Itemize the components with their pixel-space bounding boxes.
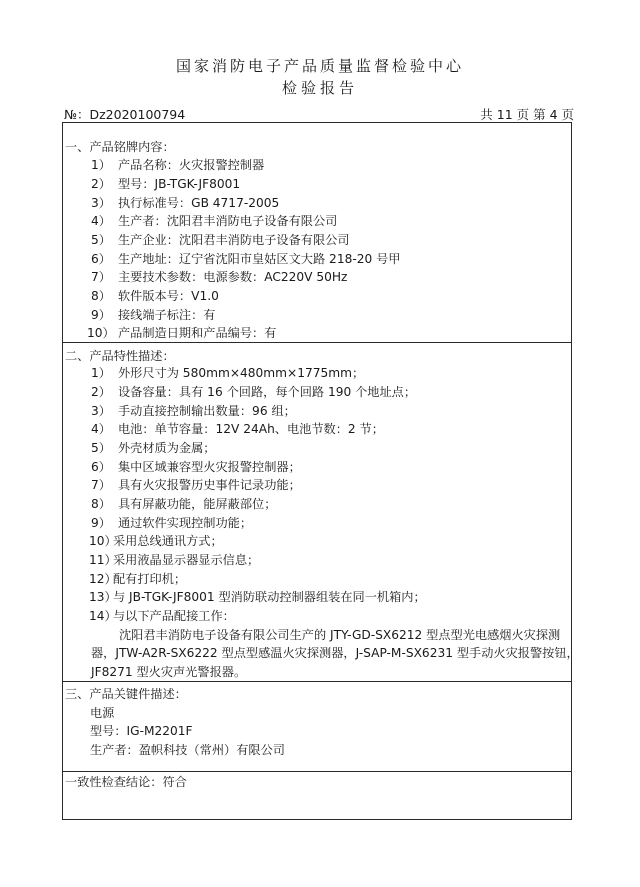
key-component-maker: 生产者：盈帜科技（常州）有限公司 xyxy=(90,743,285,757)
s2-item-num: 6） xyxy=(91,460,111,474)
key-component-name: 电源 xyxy=(90,706,115,720)
section2-title: 二、产品特性描述： xyxy=(65,349,175,363)
s2-item-num: 9） xyxy=(91,516,111,530)
s1-item-text: 生产企业：沈阳君丰消防电子设备有限公司 xyxy=(118,233,350,247)
key-component-model: 型号：IG-M2201F xyxy=(90,724,193,738)
s1-item-num: 3） xyxy=(91,196,111,210)
s1-item-text: 执行标准号：GB 4717-2005 xyxy=(118,196,280,210)
divider xyxy=(63,771,571,772)
s2-item-text: 电池：单节容量：12V 24Ah、电池节数：2 节； xyxy=(118,422,384,436)
compatibility-paragraph: JF8271 型火灾声光警报器。 xyxy=(91,665,247,679)
s2-item-num: 4） xyxy=(91,422,111,436)
report-number: №：Dz2020100794 xyxy=(64,107,186,122)
s2-item-num: 8） xyxy=(91,497,111,511)
s1-item-text: 生产地址：辽宁省沈阳市皇姑区文大路 218-20 号甲 xyxy=(118,252,401,266)
s1-item-text: 产品名称：火灾报警控制器 xyxy=(118,158,265,172)
s2-item-text: 具有火灾报警历史事件记录功能； xyxy=(118,478,301,492)
s2-item-num: 10） xyxy=(89,534,117,548)
compatibility-paragraph: 器，JTW-A2R-SX6222 型点型感温火灾探测器，J-SAP-M-SX6231 型手动火灾报警按钮， xyxy=(91,646,579,660)
section1-title: 一、产品铭牌内容： xyxy=(65,140,175,154)
conclusion: 一致性检查结论：符合 xyxy=(65,775,187,789)
divider xyxy=(63,681,571,682)
divider xyxy=(63,342,571,343)
s1-item-text: 软件版本号：V1.0 xyxy=(118,289,219,303)
s2-item-num: 11） xyxy=(89,553,117,567)
s1-item-num: 10） xyxy=(87,326,115,340)
s2-item-text: 通过软件实现控制功能； xyxy=(118,516,253,530)
s2-item-num: 1） xyxy=(91,366,111,380)
s2-item-num: 13） xyxy=(89,590,117,604)
s1-item-text: 主要技术参数：电源参数：AC220V 50Hz xyxy=(118,270,348,284)
s1-item-text: 接线端子标注：有 xyxy=(118,308,216,322)
section3-title: 三、产品关键件描述： xyxy=(65,687,187,701)
s2-item-text: 配有打印机； xyxy=(113,572,187,586)
s1-item-text: 生产者：沈阳君丰消防电子设备有限公司 xyxy=(118,214,338,228)
s1-item-num: 1） xyxy=(91,158,111,172)
s2-item-text: 与 JB-TGK-JF8001 型消防联动控制器组装在同一机箱内； xyxy=(113,590,426,604)
report-title: 检验报告 xyxy=(281,79,358,97)
compatibility-paragraph: 沈阳君丰消防电子设备有限公司生产的 JTY-GD-SX6212 型点型光电感烟火灾探测 xyxy=(119,628,561,642)
s2-item-num: 14） xyxy=(89,609,117,623)
s1-item-num: 2） xyxy=(91,177,111,191)
s1-item-num: 5） xyxy=(91,233,111,247)
s1-item-text: 型号：JB-TGK-JF8001 xyxy=(118,177,241,191)
s2-item-text: 采用液晶显示器显示信息； xyxy=(113,553,260,567)
s1-item-num: 8） xyxy=(91,289,111,303)
s2-item-num: 7） xyxy=(91,478,111,492)
page-info: 共 11 页 第 4 页 xyxy=(480,107,574,122)
s2-item-num: 3） xyxy=(91,404,111,418)
s2-item-text: 具有屏蔽功能，能屏蔽部位； xyxy=(118,497,277,511)
s2-item-text: 采用总线通讯方式； xyxy=(113,534,223,548)
s2-item-text: 外形尺寸为 580mm×480mm×1775mm； xyxy=(118,366,365,380)
s2-item-text: 外壳材质为金属； xyxy=(118,441,216,455)
s1-item-num: 7） xyxy=(91,270,111,284)
s2-item-text: 集中区域兼容型火灾报警控制器； xyxy=(118,460,301,474)
s1-item-text: 产品制造日期和产品编号：有 xyxy=(118,326,277,340)
s2-item-text: 与以下产品配接工作： xyxy=(113,609,235,623)
s2-item-num: 2） xyxy=(91,385,111,399)
s2-item-num: 5） xyxy=(91,441,111,455)
report-frame xyxy=(62,122,579,820)
s1-item-num: 4） xyxy=(91,214,111,228)
s2-item-text: 手动直接控制输出数量：96 组； xyxy=(118,404,296,418)
center-name: 国家消防电子产品质量监督检验中心 xyxy=(175,57,464,75)
s2-item-num: 12） xyxy=(89,572,117,586)
s2-item-text: 设备容量：具有 16 个回路，每个回路 190 个地址点； xyxy=(118,385,417,399)
s1-item-num: 9） xyxy=(91,308,111,322)
s1-item-num: 6） xyxy=(91,252,111,266)
